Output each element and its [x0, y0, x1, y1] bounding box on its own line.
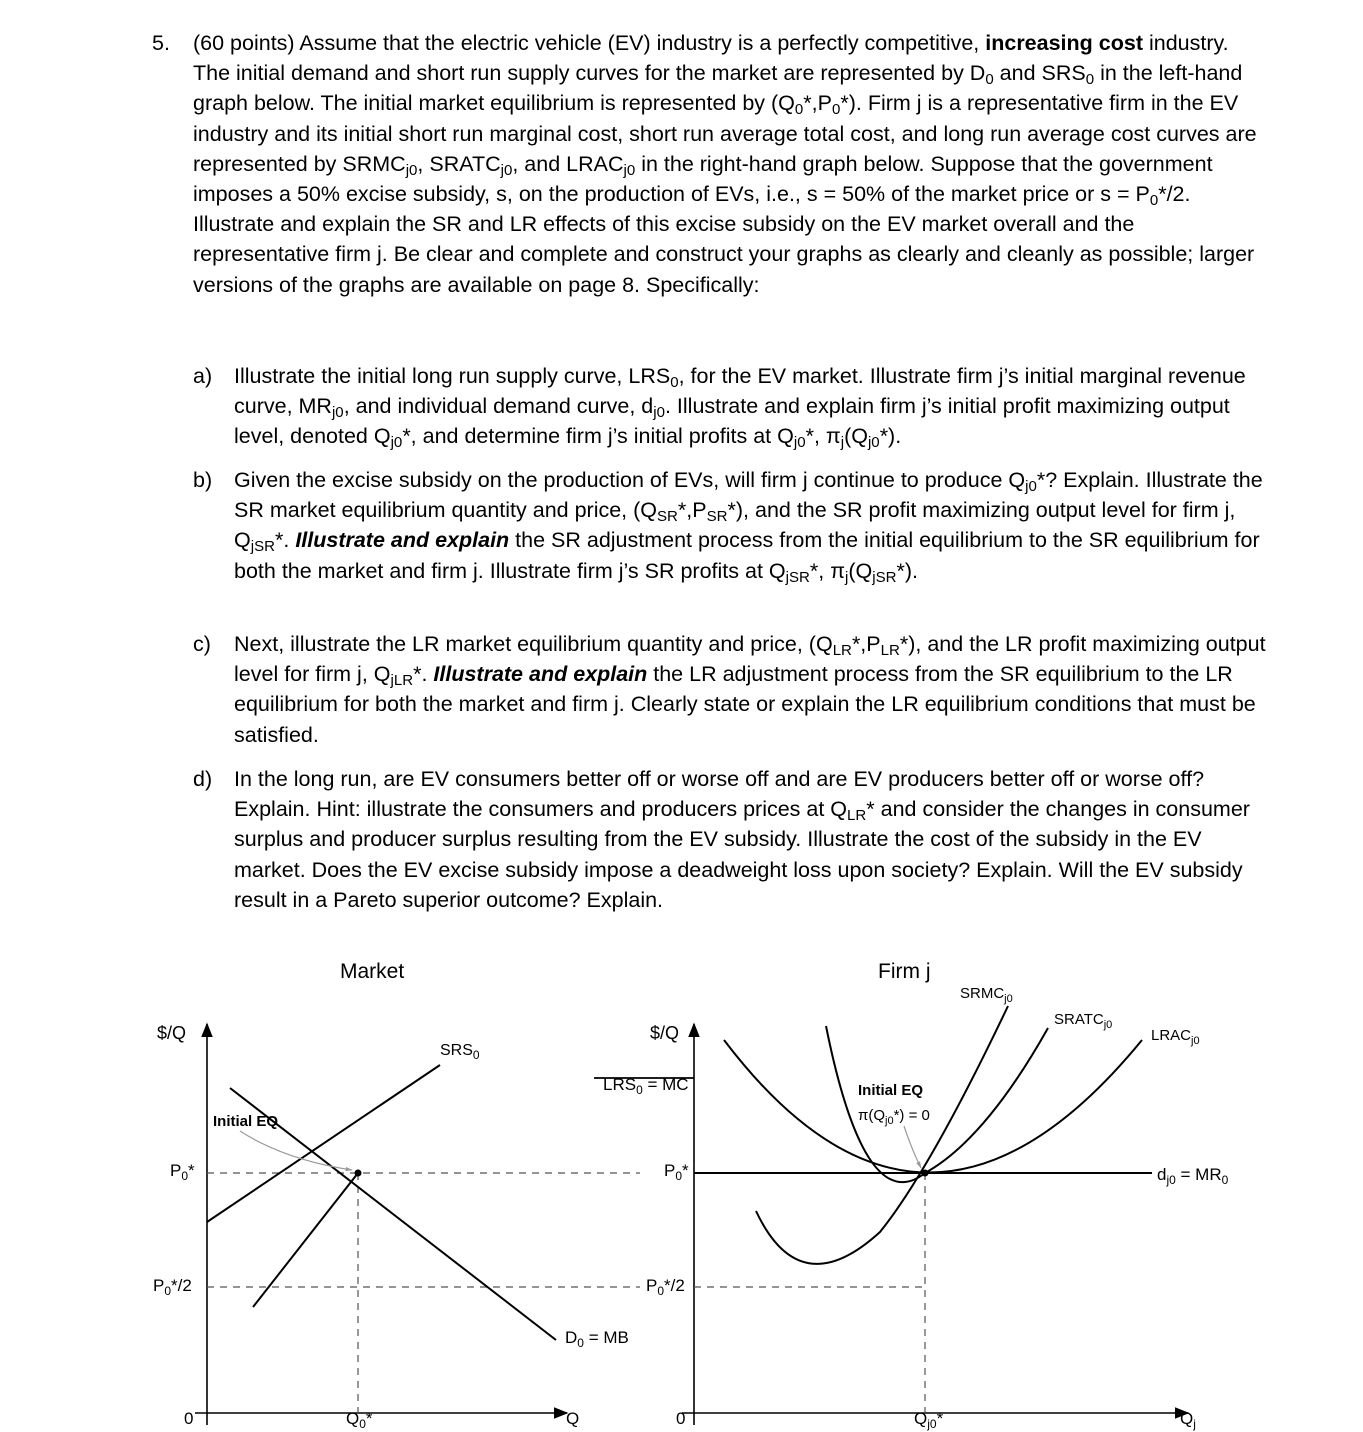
- part-text: Given the excise subsidy on the production of EVs, will firm j continue to produce $Q_{j0}*$? Explain. Illustrate the SR market equilibrium quantity and price, $(Q_{SR}*,P_{SR}*)$, and the SR profit maximizing output level for firm j, $Q_{jSR}*$. Illustrate and explain the SR adjustment process from the initial equilibrium to the SR equilibrium for both the market and firm j. Illustrate firm j’s SR profits at $Q_{jSR}*$, $\pi_j(Q_{jSR}*)$.: [234, 468, 1263, 586]
- lrs-label: $LRS_0$ = MC: [603, 1075, 689, 1097]
- firm-qty-tick: $Q_{j0}*$: [914, 1409, 944, 1431]
- firm-origin: 0: [676, 1409, 686, 1428]
- sratc-label: $SRATC_{j0}$: [1054, 1011, 1113, 1031]
- part-label: b): [193, 468, 213, 492]
- part-text: Illustrate the initial long run supply curve, $LRS_0$, for the EV market. Illustrate firm j’s initial marginal revenue curve, $MR_{j0}$, and individual demand curve, $d_{j0}$. Illustrate and explain firm j’s initial profit maximizing output level, denoted $Q_{j0}*$, and determine firm j’s initial profits at $Q_{j0}*$, $\pi_j(Q_{j0}*)$.: [234, 364, 1246, 452]
- market-demand-label: $D_0$ = MB: [565, 1328, 629, 1350]
- market-eq-annotation-arrow: [240, 1131, 352, 1170]
- question-number: 5.: [152, 31, 170, 55]
- market-supply-curve: [207, 1065, 440, 1222]
- firm-title: Firm j: [878, 960, 931, 983]
- market-demand-curve: [230, 1088, 556, 1340]
- market-x-axis-label: Q: [566, 1409, 580, 1428]
- market-title: Market: [340, 960, 405, 983]
- srmc-curve: [756, 1006, 1008, 1264]
- market-equilibrium-point: [355, 1170, 362, 1177]
- part-label: d): [193, 767, 213, 791]
- firm-eq-annotation: Initial EQ: [858, 1082, 924, 1099]
- market-graph: [153, 960, 640, 1431]
- firm-x-axis-label: $Q_j$: [1180, 1409, 1196, 1431]
- firm-equilibrium-point: [922, 1170, 929, 1177]
- sratc-curve: [826, 1026, 1048, 1182]
- part-label: c): [193, 632, 211, 656]
- market-origin: 0: [184, 1409, 194, 1428]
- graphs-figure: [0, 930, 1363, 1432]
- srmc-label: $SRMC_{j0}$: [960, 985, 1013, 1005]
- firm-y-axis-label: $/Q: [650, 1023, 680, 1043]
- lrac-label: $LRAC_{j0}$: [1151, 1027, 1200, 1047]
- firm-eq-annotation-arrow: [904, 1126, 921, 1168]
- market-supply-label: $SRS_0$: [440, 1042, 480, 1062]
- market-eq-annotation: Initial EQ: [213, 1113, 279, 1130]
- part-text: In the long run, are EV consumers better off or worse off and are EV producers better off or worse off? Explain. Hint: illustrate the consumers and producers prices at $Q_{LR}*$ and consider the changes in consumer surplus and producer surplus resulting from the EV subsidy. Illustrate the cost of the subsidy in the EV market. Does the EV excise subsidy impose a deadweight loss upon society? Explain. Will the EV subsidy result in a Pareto superior outcome? Explain.: [234, 767, 1250, 912]
- market-half-price-tick: $P_0*/2$: [153, 1276, 192, 1298]
- market-qty-tick: $Q_0*$: [346, 1409, 373, 1431]
- firm-half-price-tick: $P_0*/2$: [646, 1276, 685, 1298]
- part-text: Next, illustrate the LR market equilibrium quantity and price, $(Q_{LR}*,P_{LR}*)$, and the LR profit maximizing output level for firm j, $Q_{jLR}*$. Illustrate and explain the LR adjustment process from the SR equilibrium to the LR equilibrium for both the market and firm j. Clearly state or explain the LR equilibrium conditions that must be satisfied.: [234, 632, 1266, 747]
- part-label: a): [193, 364, 213, 388]
- firm-demand-label: $d_{j0} = MR_0$: [1157, 1165, 1229, 1187]
- market-price-tick: $P_0*$: [170, 1161, 195, 1183]
- market-y-axis-label: $/Q: [157, 1023, 187, 1043]
- firm-graph: [594, 960, 1229, 1431]
- firm-eq-profit: $\pi(Q_{j0}*) = 0$: [858, 1107, 930, 1127]
- firm-price-tick: $P_0*$: [664, 1161, 689, 1183]
- question-body: (60 points) Assume that the electric vehicle (EV) industry is a perfectly competitive, increasing cost industry. The initial demand and short run supply curves for the market are represented by $D_0$ and $SRS_0$ in the left-hand graph below. The initial market equilibrium is represented by $(Q_0*,P_0*)$. Firm j is a representative firm in the EV industry and its initial short run marginal cost, short run average total cost, and long run average cost curves are represented by $SRMC_{j0}$, $SRATC_{j0}$, and $LRAC_{j0}$ in the right-hand graph below. Suppose that the government imposes a 50% excise subsidy, s, on the production of EVs, i.e., s = 50% of the market price or $s = P_0*/2$. Illustrate and explain the SR and LR effects of this excise subsidy on the EV market overall and the representative firm j. Be clear and complete and construct your graphs as clearly and cleanly as possible; larger versions of the graphs are available on page 8. Specifically:: [193, 31, 1257, 297]
